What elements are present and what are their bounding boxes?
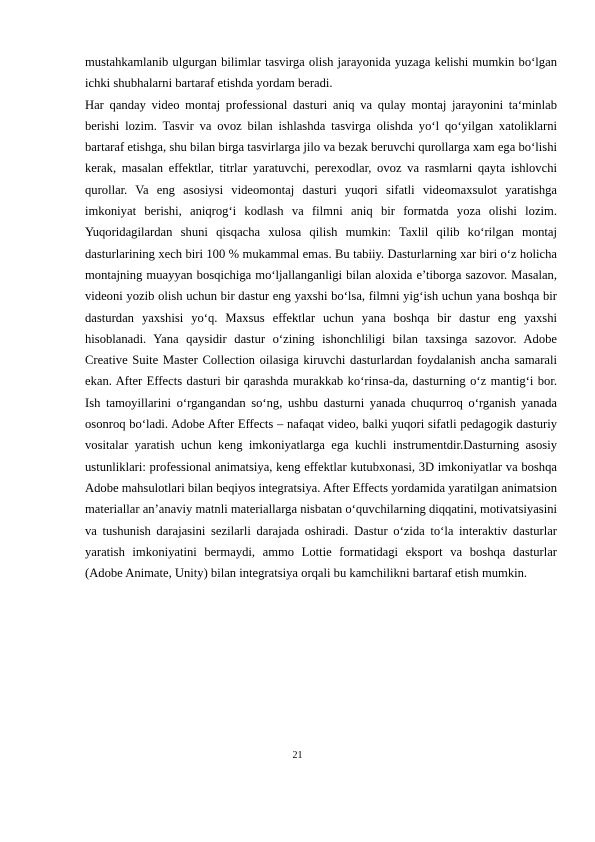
paragraph-main: Har qanday video montaj professional dasturi aniq va qulay montaj jarayonini ta‘minlab berishi lozim. Tasvir va ovoz bilan ishlashda tasvirga olishda yo‘l qo‘yilgan xatoliklarni bartaraf etishga, shu bilan birga tasvirlarga jilo va bezak beruvchi qurollarga xam ega bo‘lishi kerak, masalan effektlar, titrlar yaratuvchi, perexodlar, ovoz va rasmlarni qayta ishlovchi qurollar. Va eng asosiysi videomontaj dasturi yuqori sifatli videomaxsulot yaratishga imkoniyat berishi, aniqrog‘i kodlash va filmni aniq bir formatda yoza olishi lozim. Yuqoridagilardan shuni qisqacha xulosa qilish mumkin: Taxlil qilib ko‘rilgan montaj dasturlarining xech biri 100 % mukammal emas. Bu tabiiy. Dasturlarning xar biri o‘z holicha montajning muayyan bosqichiga mo‘ljallanganligi bilan aloxida e’tiborga sazovor. Masalan, videoni yozib olish uchun bir dastur eng yaxshi bo‘lsa, filmni yig‘ish uchun yana boshqa bir dasturdan yaxshisi yo‘q. Maxsus effektlar uchun yana boshqa bir dastur eng yaxshi hisoblanadi. Yana qaysidir dastur o‘zining ishonchliligi bilan taxsinga sazovor. Adobe Creative Suite Master Collection oilasiga kiruvchi dasturlardan foydalanish ancha samarali ekan. After Effects dasturi bir qarashda murakkab ko‘rinsa-da, dasturning o‘z mantig‘i bor. Ish tamoyillarini o‘rgangandan so‘ng, ushbu dasturni yanada chuqurroq o‘rganish yanada osonroq bo‘ladi. Adobe After Effects – nafaqat video, balki yuqori sifatli pedagogik dasturiy vositalar yaratish uchun keng imkoniyatlarga ega kuchli instrumentdir.Dasturning asosiy ustunliklari: professional animatsiya, keng effektlar kutubxonasi, 3D imkoniyatlar va boshqa Adobe mahsulotlari bilan beqiyos integratsiya. After Effects yordamida yaratilgan animatsion materiallar an’anaviy matnli materiallarga nisbatan o‘quvchilarning diqqatini, motivatsiyasini va tushunish darajasini sezilarli darajada oshiradi. Dastur o‘zida to‘la interaktiv dasturlar yaratish imkoniyatini bermaydi, ammo Lottie formatidagi eksport va boshqa dasturlar (Adobe Animate, Unity) bilan integratsiya orqali bu kamchilikni bartaraf etish mumkin. <box>85 97 557 581</box>
document-body <box>85 52 557 584</box>
paragraph-continuation: mustahkamlanib ulgurgan bilimlar tasvirga olish jarayonida yuzaga kelishi mumkin bo‘lgan ichki shubhalarni bartaraf etishda yordam beradi. <box>85 55 557 91</box>
page-number: 21 <box>292 750 303 761</box>
